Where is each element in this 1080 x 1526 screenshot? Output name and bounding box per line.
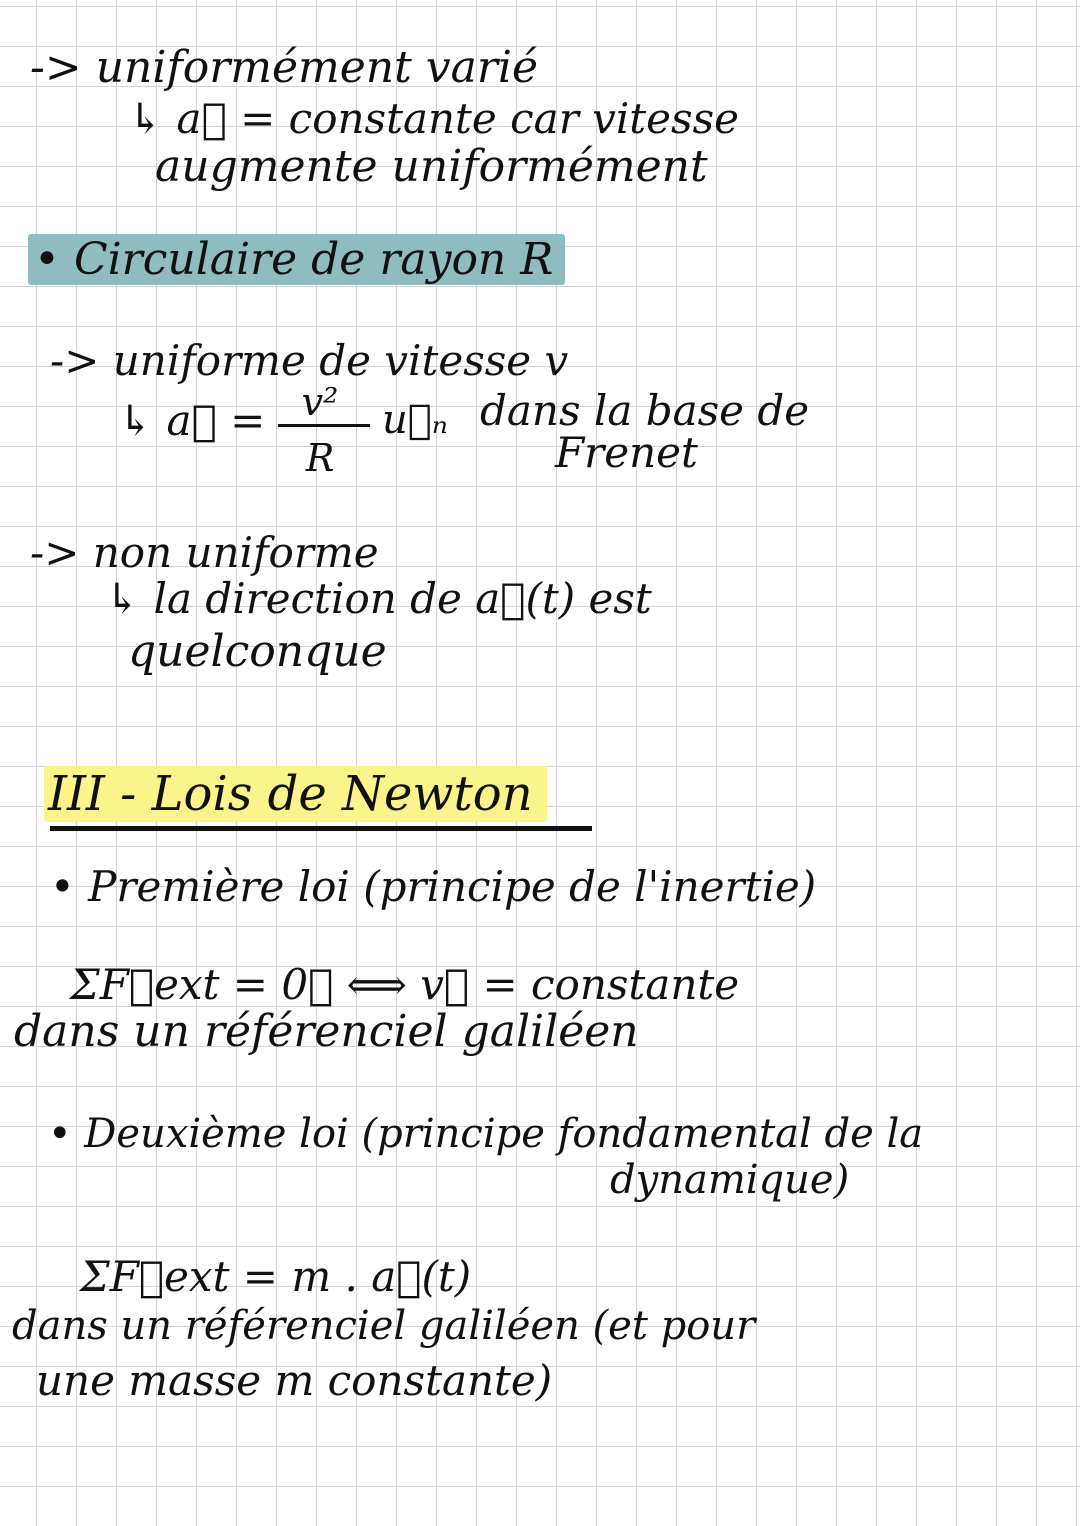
formula-fraction-bar <box>278 424 370 427</box>
note-line-uniformement-varie: -> uniformément varié <box>30 42 539 93</box>
formula-prefix: ↳ a⃗ = <box>118 396 266 445</box>
formula-frenet: Frenet <box>555 428 698 477</box>
note-line-augmente: augmente uniformément <box>155 141 708 192</box>
highlighted-title-text: III - Lois de Newton <box>44 766 547 822</box>
section-title-newton <box>44 766 547 822</box>
formula-numerator: v² <box>301 380 339 424</box>
formula-unit-vector: u⃗ₙ <box>382 397 448 443</box>
note-line-quelconque: quelconque <box>128 626 387 677</box>
note-line-acceleration-constante: ↳ a⃗ = constante car vitesse <box>128 94 739 143</box>
law1-title: • Première loi (principe de l'inertie) <box>50 862 817 911</box>
section-heading-circulaire <box>28 234 565 285</box>
law2-formula: ΣF⃗ext = m . a⃗(t) <box>80 1252 472 1301</box>
law1-context: dans un référenciel galiléen <box>14 1006 639 1057</box>
law2-context-cont: une masse m constante) <box>36 1356 553 1405</box>
law2-title-cont: dynamique) <box>610 1157 850 1203</box>
note-line-direction: ↳ la direction de a⃗(t) est <box>105 574 652 623</box>
note-line-uniforme-vitesse: -> uniforme de vitesse v <box>50 336 569 385</box>
law2-context: dans un référenciel galiléen (et pour <box>12 1303 756 1349</box>
law1-formula: ΣF⃗ext = 0⃗ ⟺ v⃗ = constante <box>70 960 740 1009</box>
highlighted-heading-text: • Circulaire de rayon R <box>28 234 565 285</box>
formula-denominator: R <box>305 436 335 480</box>
note-line-non-uniforme: -> non uniforme <box>30 528 379 577</box>
formula-suffix: dans la base de <box>480 386 810 435</box>
title-underline <box>50 826 592 831</box>
law2-title: • Deuxième loi (principe fondamental de la <box>48 1111 924 1157</box>
